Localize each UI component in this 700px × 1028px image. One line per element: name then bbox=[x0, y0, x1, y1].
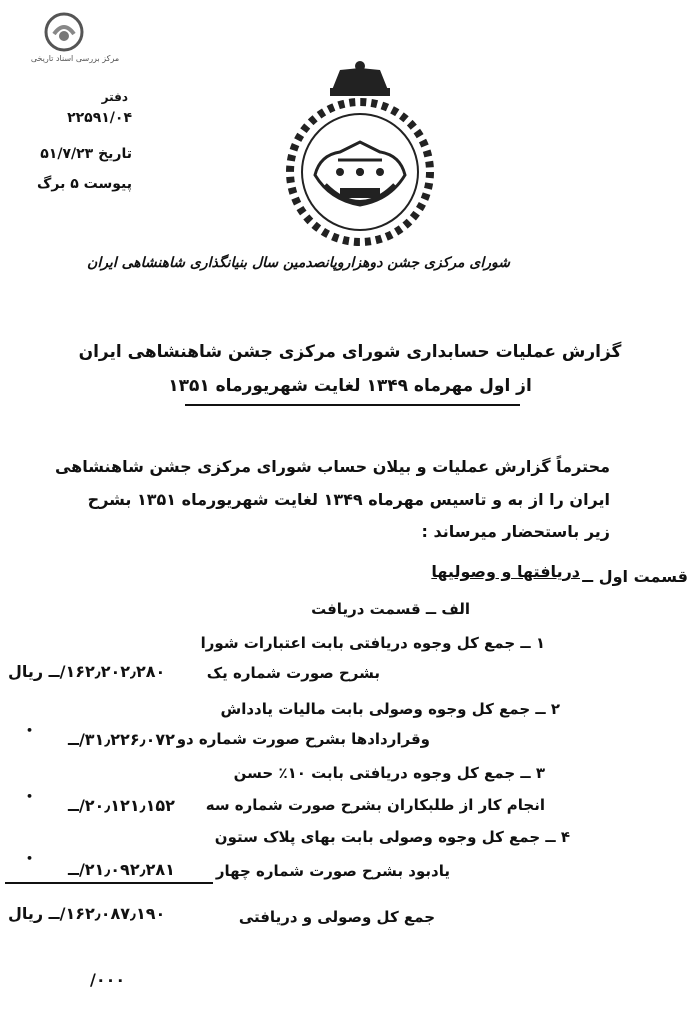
item-1-line-1: ۱ ــ جمع کل وجوه دریافتی بابت اعتبارات شورا bbox=[200, 634, 545, 652]
report-title: گزارش عملیات حسابداری شورای مرکزی جشن شاهنشاهی ایران bbox=[78, 342, 622, 362]
archive-name: مرکز بررسی اسناد تاریخی bbox=[30, 54, 120, 63]
council-emblem-icon bbox=[270, 60, 450, 250]
item-3-mark: • bbox=[26, 790, 34, 803]
item-2-line-1: ۲ ــ جمع کل وجوه وصولی بابت مالیات یادداش bbox=[220, 700, 560, 718]
archive-logo bbox=[20, 12, 130, 68]
section-a-heading: الف ــ قسمت دریافت bbox=[311, 600, 470, 618]
item-4-line-2: یادبود بشرح صورت شماره چهار bbox=[215, 862, 450, 880]
item-1-amount: ۱۶۲٫۲۰۲٫۲۸۰/ــ ریال bbox=[8, 662, 166, 681]
total-label: جمع کل وصولی و دریافتی bbox=[238, 908, 435, 926]
body-line-3: زیر باستحضار میرساند : bbox=[421, 522, 610, 541]
part-one-label: قسمت اول ــ bbox=[582, 567, 688, 586]
archive-logo-icon bbox=[44, 12, 84, 52]
office-label: دفتر bbox=[101, 90, 128, 104]
item-2-line-2: وقراردادها بشرح صورت شماره دو bbox=[176, 730, 430, 748]
item-4-amount: ۲۱٫۰۹۲٫۲۸۱/ــ bbox=[68, 860, 175, 879]
total-rule bbox=[5, 882, 213, 884]
body-line-2: ایران را از به و تاسیس مهرماه ۱۳۴۹ لغایت شهریورماه ۱۳۵۱ بشرح bbox=[87, 490, 610, 509]
part-one-heading: دریافتها و وصولیها bbox=[431, 562, 580, 581]
item-2-amount: ۳۱٫۲۲۶٫۰۷۲/ــ bbox=[68, 730, 175, 749]
reference-date: تاریخ ۵۱/۷/۲۳ bbox=[40, 146, 132, 162]
page-end-mark: ۰۰۰/ bbox=[90, 970, 126, 989]
body-line-1: محترماً گزارش عملیات و بیلان حساب شورای مرکزی جشن شاهنشاهی bbox=[54, 457, 610, 476]
item-3-amount: ۲۰٫۱۲۱٫۱۵۲/ــ bbox=[68, 796, 175, 815]
item-4-line-1: ۴ ــ جمع کل وجوه وصولی بابت بهای پلاک ستون bbox=[214, 828, 570, 846]
item-3-line-1: ۳ ــ جمع کل وجوه دریافتی بابت ۱۰٪ حسن bbox=[233, 764, 545, 782]
reference-attachment: پیوست ۵ برگ bbox=[37, 176, 132, 192]
item-1-line-2: بشرح صورت شماره یک bbox=[206, 664, 380, 682]
item-2-mark: • bbox=[26, 724, 34, 737]
total-amount: ۱۶۲٫۰۸۷٫۱۹۰/ــ ریال bbox=[8, 904, 166, 923]
item-3-line-2: انجام کار از طلبکاران بشرح صورت شماره سه bbox=[205, 796, 545, 814]
reference-number: ۲۲۵۹۱/۰۴ bbox=[67, 110, 132, 126]
title-underline bbox=[185, 404, 520, 406]
report-period: از اول مهرماه ۱۳۴۹ لغایت شهریورماه ۱۳۵۱ bbox=[168, 376, 532, 396]
item-4-mark: • bbox=[26, 852, 34, 865]
council-name: شورای مرکزی جشن دوهزاروپانصدمین سال بنیانگذاری شاهنشاهی ایران bbox=[87, 255, 510, 271]
